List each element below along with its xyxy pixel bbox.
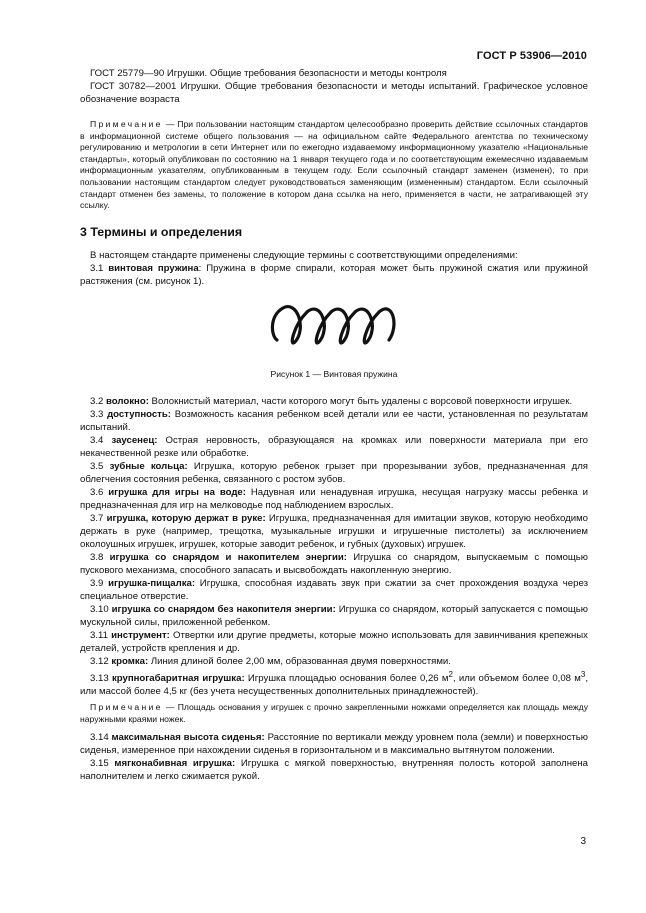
term-number: 3.1 bbox=[90, 262, 104, 274]
term-3-12 bbox=[80, 655, 588, 668]
note-text: — Площадь основания у игрушек с прочно закрепленными ножками определяется как площадь между наружными краями ножек. bbox=[80, 701, 588, 724]
term-3-8 bbox=[80, 551, 588, 577]
term-definition: : Пружина в форме спирали, которая может быть пружиной сжатия или пружиной растяжения (см. рисунок 1). bbox=[80, 262, 588, 287]
term-definition: Линия длиной более 2,00 мм, образованная двумя поверхностями. bbox=[148, 655, 451, 667]
term-name: игрушка-пищалка: bbox=[108, 577, 196, 589]
section-intro: В настоящем стандарте применены следующие термины с соответствующими определениями: bbox=[90, 249, 518, 261]
term-3-5 bbox=[80, 460, 588, 486]
term-number: 3.15 bbox=[90, 758, 109, 770]
term-3-10 bbox=[80, 603, 588, 629]
term-name: инструмент: bbox=[111, 629, 170, 641]
figure-caption: Рисунок 1 — Винтовая пружина bbox=[270, 368, 398, 379]
spring-figure bbox=[269, 296, 399, 358]
document-body bbox=[80, 67, 588, 783]
document-header: ГОСТ Р 53906—2010 bbox=[476, 50, 587, 62]
term-name: игрушка для игры на воде: bbox=[108, 486, 246, 498]
term-number: 3.11 bbox=[90, 629, 108, 641]
reference-1: ГОСТ 25779—90 Игрушки. Общие требования безопасности и методы контроля bbox=[90, 68, 447, 79]
term-3-1 bbox=[80, 262, 588, 288]
area-superscript: 2 bbox=[448, 669, 453, 679]
term-3-7 bbox=[80, 512, 588, 551]
reference-2: ГОСТ 30782—2001 Игрушки. Общие требования безопасности и методы испытаний. Графическое условное обозначение возраста bbox=[80, 81, 588, 105]
page-number: 3 bbox=[580, 836, 586, 847]
term-definition: Острая неровность, образующаяся на кромках или поверхности материала при его некачественной резке или обработке. bbox=[80, 434, 588, 459]
term-name: крупногабаритная игрушка: bbox=[111, 672, 245, 684]
term-3-9 bbox=[80, 577, 588, 603]
volume-superscript: 3 bbox=[580, 669, 586, 679]
term-name: игрушка со снарядом без накопителя энергии: bbox=[111, 603, 336, 615]
term-name: игрушка, которую держат в руке: bbox=[106, 512, 266, 524]
term-name: максимальная высота сиденья: bbox=[111, 732, 265, 744]
term-name: игрушка со снарядом и накопителем энергии: bbox=[109, 551, 347, 563]
term-3-6 bbox=[80, 486, 588, 512]
term-3-11 bbox=[80, 629, 588, 655]
term-number: 3.2 bbox=[90, 395, 104, 407]
note-text: — При пользовании настоящим стандартом целесообразно проверить действие ссылочных стандартов в информационной системе общего пользования — на официальном сайте Федерального агентства по техническому регулированию и метрологии в сети Интернет или по ежегодно издаваемому информационному указателю «Национальные стандарты», который опубликован по состоянию на 1 января текущего года и по соответствующим ежемесячно издаваемым информационным указателям, опубликованным в текущем году. Если ссылочный стандарт заменен (изменен), то при пользовании настоящим стандартом следует руководствоваться заменяющим (измененным) стандартом. Если ссылочный стандарт отменен без замены, то положение в котором дана ссылка на него, применяется в части, не затрагивающей эту ссылку. bbox=[80, 119, 588, 211]
spring-coil bbox=[272, 306, 394, 342]
term-definition: Игрушка, которую ребенок грызет при прорезывании зубов, предназначенная для облегчения состояния ребенка, связанного с ростом зубов. bbox=[80, 460, 588, 485]
term-number: 3.12 bbox=[90, 655, 109, 667]
term-name: мягконабивная игрушка: bbox=[114, 758, 236, 770]
term-3-15 bbox=[80, 757, 588, 783]
term-name: зубные кольца: bbox=[109, 460, 188, 472]
term-number: 3.7 bbox=[90, 512, 104, 524]
term-number: 3.10 bbox=[90, 603, 109, 615]
note-references bbox=[80, 119, 588, 212]
term-definition: Игрушка, способная издавать звук при сжатии за счет прохождения воздуха через специальное отверстие. bbox=[80, 577, 588, 602]
term-3-14 bbox=[80, 731, 588, 757]
term-definition: Возможность касания ребенком всей детали или ее части, установленная по результатам испытаний. bbox=[80, 408, 588, 433]
term-definition: Волокнистый материал, части которого могут быть удалены с ворсовой поверхности игрушек. bbox=[148, 395, 573, 407]
term-number: 3.14 bbox=[90, 732, 109, 744]
term-name: доступность: bbox=[107, 408, 171, 420]
term-definition: Отвертки или другие предметы, которые можно использовать для завинчивания крепежных деталей, устройств крепления и др. bbox=[80, 629, 588, 654]
term-name: волокно: bbox=[106, 395, 149, 407]
term-name: винтовая пружина bbox=[108, 262, 199, 274]
note-label: Примечание bbox=[90, 701, 163, 712]
term-number: 3.9 bbox=[90, 577, 104, 589]
term-definition-b: , или объемом более 0,08 м bbox=[452, 672, 581, 684]
note-label: Примечание bbox=[90, 119, 163, 129]
term-definition-c: , или массой более 4,5 кг (без учета несущественных дополнительных принадлежностей). bbox=[80, 672, 588, 697]
term-definition: Игрушка, предназначенная для имитации звуков, которую необходимо держать в руке (например, трещотка, музыкальные игрушки и игрушечные пистолеты) за исключением околоушных игрушек, игрушек, которые заводит ребенок, и губных (духовых) игрушек. bbox=[80, 512, 589, 550]
term-definition: Расстояние по вертикали между уровнем пола (земли) и поверхностью сиденья, измеренное при нахождении сиденья в горизонтальном и в максимально вытянутом положении. bbox=[80, 732, 588, 757]
term-3-13 bbox=[80, 668, 588, 698]
term-name: заусенец: bbox=[111, 434, 158, 446]
term-definition-a: Игрушка площадью основания более 0,26 м bbox=[244, 672, 449, 684]
term-3-2 bbox=[80, 395, 588, 408]
term-definition: Игрушка со снарядом, который запускается с помощью мускульной силы, приложенной ребенком. bbox=[80, 603, 588, 628]
term-number: 3.13 bbox=[90, 672, 109, 684]
term-number: 3.8 bbox=[90, 551, 104, 563]
term-3-4 bbox=[80, 434, 588, 460]
section-title: 3 Термины и определения bbox=[80, 224, 243, 239]
term-definition: Надувная или ненадувная игрушка, несущая нагрузку массы ребенка и предназначенная для игр на мелководье под наблюдением взрослых. bbox=[80, 486, 588, 511]
term-name: кромка: bbox=[111, 655, 149, 667]
term-definition: Игрушка с мягкой поверхностью, внутренняя полость которой заполнена наполнителем и легко сжимается рукой. bbox=[80, 758, 589, 783]
term-number: 3.5 bbox=[90, 460, 104, 472]
term-3-3 bbox=[80, 408, 588, 434]
term-number: 3.6 bbox=[90, 486, 104, 498]
term-number: 3.4 bbox=[90, 434, 104, 446]
term-number: 3.3 bbox=[90, 408, 104, 420]
note-base-area bbox=[80, 702, 588, 725]
term-definition: Игрушка со снарядом, выпускаемым с помощью пускового механизма, способного запасать и высвобождать накопленную энергию. bbox=[80, 551, 588, 576]
